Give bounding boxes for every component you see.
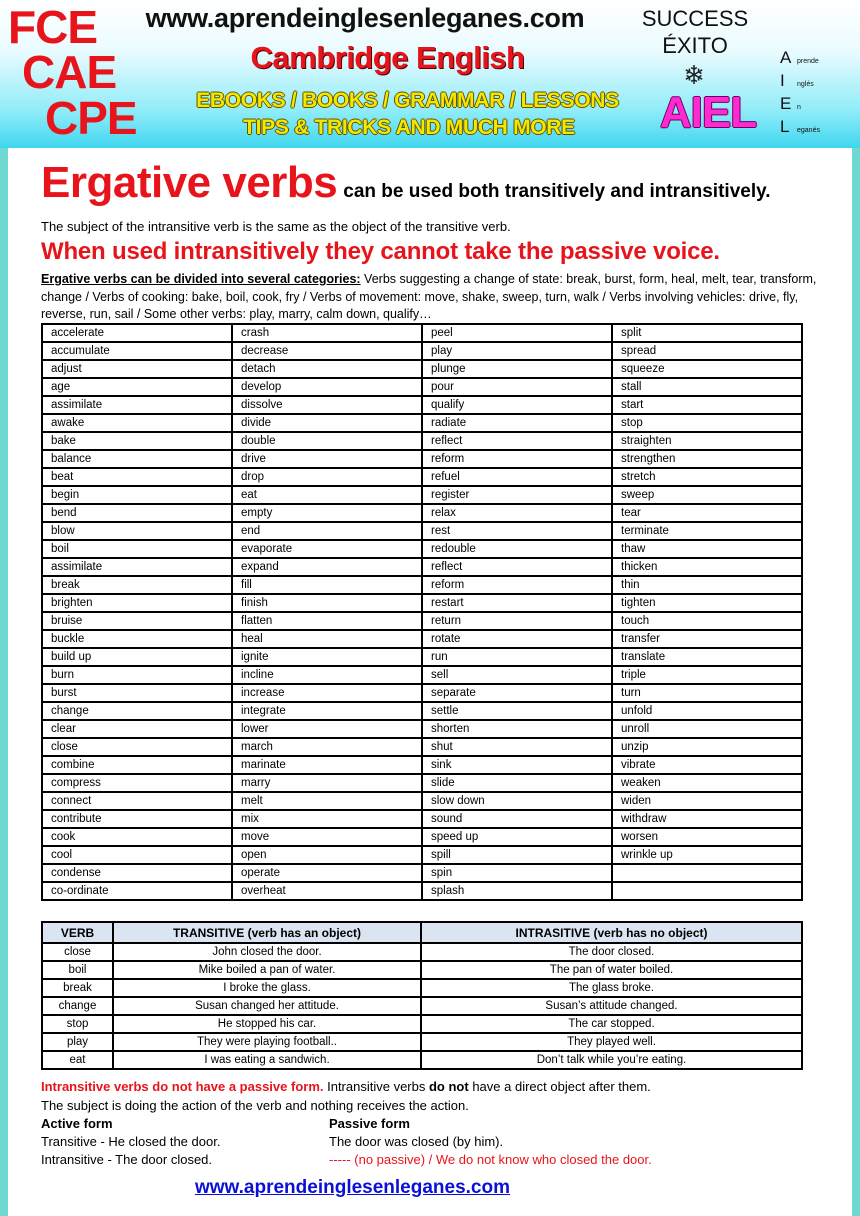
example-intransitive-cell: They played well. [421, 1033, 802, 1051]
verb-cell: stop [612, 414, 802, 432]
verb-cell: splash [422, 882, 612, 900]
header-banner [0, 0, 860, 148]
example-verb-cell: break [42, 979, 113, 997]
example-row [42, 961, 802, 979]
verb-grid-row [42, 378, 802, 396]
exam-label-cpe: CPE [45, 92, 137, 144]
example-row [42, 1051, 802, 1069]
verb-cell: finish [232, 594, 422, 612]
verb-grid-row [42, 360, 802, 378]
verb-cell: assimilate [42, 558, 232, 576]
verb-cell: buckle [42, 630, 232, 648]
acronym-row-a [780, 48, 860, 68]
verb-cell: burn [42, 666, 232, 684]
verb-cell: stretch [612, 468, 802, 486]
verb-cell: begin [42, 486, 232, 504]
verb-grid-row [42, 756, 802, 774]
verb-grid-row [42, 630, 802, 648]
example-transitive-cell: John closed the door. [113, 943, 421, 961]
header-verb: VERB [42, 922, 113, 943]
verb-cell: transfer [612, 630, 802, 648]
verb-cell: develop [232, 378, 422, 396]
verb-grid-row [42, 810, 802, 828]
example-intransitive-cell: Susan’s attitude changed. [421, 997, 802, 1015]
note-text-b: have a direct object after them. [468, 1079, 651, 1094]
verb-cell: awake [42, 414, 232, 432]
verb-cell: return [422, 612, 612, 630]
aiel-logo: AIEL [659, 88, 757, 137]
verb-cell: compress [42, 774, 232, 792]
acronym-letter: E [780, 94, 792, 113]
verb-grid-body [42, 324, 802, 900]
passive-form-heading: Passive form [329, 1116, 410, 1131]
examples-header-row [42, 922, 802, 943]
example-intransitive-cell: The car stopped. [421, 1015, 802, 1033]
verb-cell: empty [232, 504, 422, 522]
page-title [41, 158, 771, 208]
verb-cell: fill [232, 576, 422, 594]
example-transitive-cell: Mike boiled a pan of water. [113, 961, 421, 979]
verb-grid-row [42, 594, 802, 612]
verb-cell: blow [42, 522, 232, 540]
acronym-letter: I [780, 71, 785, 90]
verb-cell: change [42, 702, 232, 720]
verb-cell: melt [232, 792, 422, 810]
acronym-word: n [797, 104, 801, 111]
verb-cell: peel [422, 324, 612, 342]
success-label: SUCCESS [641, 6, 749, 31]
verb-cell: reform [422, 576, 612, 594]
verb-cell: crash [232, 324, 422, 342]
verb-cell: marinate [232, 756, 422, 774]
tagline-products: EBOOKS / BOOKS / GRAMMAR / LESSONS [196, 89, 619, 112]
verb-grid-row [42, 450, 802, 468]
verb-cell: sink [422, 756, 612, 774]
example-verb-cell: change [42, 997, 113, 1015]
verb-cell: eat [232, 486, 422, 504]
verb-cell: turn [612, 684, 802, 702]
verb-cell: slide [422, 774, 612, 792]
verb-cell: incline [232, 666, 422, 684]
example-row [42, 1033, 802, 1051]
verb-cell: flatten [232, 612, 422, 630]
verb-grid-row [42, 864, 802, 882]
verb-cell: heal [232, 630, 422, 648]
note-bold-text: do not [428, 1079, 469, 1094]
verb-cell: reflect [422, 558, 612, 576]
note-no-passive [41, 1079, 651, 1094]
example-verb-cell: close [42, 943, 113, 961]
verb-cell: build up [42, 648, 232, 666]
verb-cell: sound [422, 810, 612, 828]
acronym-word: nglés [797, 81, 814, 88]
note-text-a: Intransitive verbs [323, 1079, 429, 1094]
example-transitive-cell: I was eating a sandwich. [113, 1051, 421, 1069]
verb-cell: squeeze [612, 360, 802, 378]
verb-cell: end [232, 522, 422, 540]
verb-cell: start [612, 396, 802, 414]
footer-site-link[interactable]: www.aprendeinglesenleganes.com [195, 1177, 511, 1198]
verb-grid-row [42, 846, 802, 864]
exito-label: ÉXITO [662, 33, 728, 58]
acronym-letter: L [780, 117, 790, 136]
verb-grid-row [42, 486, 802, 504]
example-verb-cell: stop [42, 1015, 113, 1033]
verb-cell: play [422, 342, 612, 360]
verb-cell: double [232, 432, 422, 450]
verb-cell: weaken [612, 774, 802, 792]
snowflake-icon: ❄ [683, 60, 705, 90]
verb-grid-row [42, 468, 802, 486]
acronym-row-l [780, 117, 860, 137]
verb-cell: tighten [612, 594, 802, 612]
verb-cell: sweep [612, 486, 802, 504]
note-subject-action: The subject is doing the action of the verb and nothing receives the action. [41, 1098, 469, 1113]
verb-cell: speed up [422, 828, 612, 846]
verb-cell [612, 864, 802, 882]
verb-cell: rest [422, 522, 612, 540]
cambridge-english-title: Cambridge English [250, 40, 525, 75]
verb-cell: balance [42, 450, 232, 468]
passive-warning: When used intransitively they cannot take the passive voice. [41, 238, 720, 265]
verb-cell: bake [42, 432, 232, 450]
subject-note: The subject of the intransitive verb is the same as the object of the transitive verb. [41, 219, 511, 234]
verb-cell: condense [42, 864, 232, 882]
verb-cell: open [232, 846, 422, 864]
verb-cell: refuel [422, 468, 612, 486]
verb-cell: triple [612, 666, 802, 684]
verb-grid-row [42, 720, 802, 738]
verb-cell: separate [422, 684, 612, 702]
verb-cell: decrease [232, 342, 422, 360]
example-verb-cell: eat [42, 1051, 113, 1069]
verb-cell: touch [612, 612, 802, 630]
verb-cell: thicken [612, 558, 802, 576]
transitive-active-example: Transitive - He closed the door. [41, 1134, 221, 1149]
intransitive-active-example: Intransitive - The door closed. [41, 1152, 213, 1167]
verb-cell: register [422, 486, 612, 504]
verb-cell: bend [42, 504, 232, 522]
title-main: Ergative verbs [41, 158, 338, 207]
verb-cell: spill [422, 846, 612, 864]
verb-cell: mix [232, 810, 422, 828]
verb-cell: boil [42, 540, 232, 558]
verb-cell: age [42, 378, 232, 396]
verb-cell: evaporate [232, 540, 422, 558]
verb-cell: plunge [422, 360, 612, 378]
verb-grid-row [42, 828, 802, 846]
verb-cell: unfold [612, 702, 802, 720]
verb-cell: pour [422, 378, 612, 396]
verb-cell: sell [422, 666, 612, 684]
verb-grid-row [42, 342, 802, 360]
verb-cell: co-ordinate [42, 882, 232, 900]
verb-cell: accelerate [42, 324, 232, 342]
verb-grid-row [42, 396, 802, 414]
verb-cell: run [422, 648, 612, 666]
acronym-word: prende [797, 58, 819, 65]
verb-cell: break [42, 576, 232, 594]
categories-text: Verbs suggesting a change of state: break, burst, form, heal, melt, tear, transform, change / Verbs of cooking: bake, boil, cook, fry / Verbs of movement: move, shake, sweep, turn, walk / Verbs involving vehicles: drive, fly, reverse, run, sail / Some other verbs: play, marry, calm down, qualify… [41, 272, 817, 321]
verb-cell: reflect [422, 432, 612, 450]
example-transitive-cell: He stopped his car. [113, 1015, 421, 1033]
verb-grid-row [42, 882, 802, 900]
verb-cell: reform [422, 450, 612, 468]
verb-cell: integrate [232, 702, 422, 720]
exam-label-cae: CAE [22, 46, 117, 98]
verb-cell: thaw [612, 540, 802, 558]
example-row [42, 997, 802, 1015]
example-intransitive-cell: Don’t talk while you’re eating. [421, 1051, 802, 1069]
examples-body [42, 943, 802, 1069]
verb-cell: worsen [612, 828, 802, 846]
verb-cell: dissolve [232, 396, 422, 414]
verb-cell: overheat [232, 882, 422, 900]
note-red-text: Intransitive verbs do not have a passive form. [41, 1079, 324, 1094]
verb-cell: cool [42, 846, 232, 864]
verb-grid-row [42, 684, 802, 702]
verb-grid-row [42, 504, 802, 522]
page-frame-left [0, 148, 8, 1216]
verb-cell: terminate [612, 522, 802, 540]
verb-cell: combine [42, 756, 232, 774]
verb-cell: redouble [422, 540, 612, 558]
verb-cell: translate [612, 648, 802, 666]
verb-cell: accumulate [42, 342, 232, 360]
verb-cell: expand [232, 558, 422, 576]
example-intransitive-cell: The glass broke. [421, 979, 802, 997]
verb-grid-row [42, 738, 802, 756]
verb-cell: drive [232, 450, 422, 468]
verb-cell: thin [612, 576, 802, 594]
verb-grid-row [42, 774, 802, 792]
verb-grid-row [42, 324, 802, 342]
verb-cell: qualify [422, 396, 612, 414]
verb-cell: lower [232, 720, 422, 738]
verb-cell: clear [42, 720, 232, 738]
verb-cell: straighten [612, 432, 802, 450]
acronym-word: eganés [797, 127, 820, 134]
example-row [42, 979, 802, 997]
verb-cell: bruise [42, 612, 232, 630]
verb-cell: beat [42, 468, 232, 486]
example-intransitive-cell: The pan of water boiled. [421, 961, 802, 979]
verb-cell: detach [232, 360, 422, 378]
verb-grid-row [42, 432, 802, 450]
verb-cell: restart [422, 594, 612, 612]
verb-cell: shorten [422, 720, 612, 738]
verb-cell: operate [232, 864, 422, 882]
intransitive-passive-example: ----- (no passive) / We do not know who closed the door. [329, 1152, 652, 1167]
categories-lead: Ergative verbs can be divided into several categories: [41, 272, 361, 286]
verb-cell: move [232, 828, 422, 846]
verb-cell: settle [422, 702, 612, 720]
verb-cell: connect [42, 792, 232, 810]
transitive-passive-example: The door was closed (by him). [329, 1134, 504, 1149]
verb-grid-row [42, 666, 802, 684]
page-frame-right [852, 148, 860, 1216]
verb-cell: close [42, 738, 232, 756]
title-subtitle: can be used both transitively and intransitively. [343, 181, 771, 202]
example-intransitive-cell: The door closed. [421, 943, 802, 961]
example-transitive-cell: Susan changed her attitude. [113, 997, 421, 1015]
exam-label-fce: FCE [8, 1, 97, 53]
active-form-heading: Active form [41, 1116, 113, 1131]
verb-cell: marry [232, 774, 422, 792]
header-transitive: TRANSITIVE (verb has an object) [113, 922, 421, 943]
verb-grid-row [42, 522, 802, 540]
verb-grid-table [41, 323, 803, 901]
verb-cell: march [232, 738, 422, 756]
verb-cell: widen [612, 792, 802, 810]
examples-table [41, 921, 803, 1070]
example-row [42, 943, 802, 961]
verb-cell: brighten [42, 594, 232, 612]
verb-cell: strengthen [612, 450, 802, 468]
header-site-url: www.aprendeinglesenleganes.com [145, 3, 585, 33]
verb-cell: increase [232, 684, 422, 702]
verb-cell: spin [422, 864, 612, 882]
verb-cell: burst [42, 684, 232, 702]
verb-cell: adjust [42, 360, 232, 378]
example-verb-cell: boil [42, 961, 113, 979]
header-intransitive: INTRASITIVE (verb has no object) [421, 922, 802, 943]
verb-cell: split [612, 324, 802, 342]
verb-grid-row [42, 414, 802, 432]
verb-grid-row [42, 648, 802, 666]
verb-cell [612, 882, 802, 900]
acronym-letter: A [780, 48, 792, 67]
verb-cell: spread [612, 342, 802, 360]
verb-cell: wrinkle up [612, 846, 802, 864]
example-transitive-cell: They were playing football.. [113, 1033, 421, 1051]
verb-cell: tear [612, 504, 802, 522]
verb-cell: slow down [422, 792, 612, 810]
categories-paragraph [41, 271, 821, 324]
verb-cell: divide [232, 414, 422, 432]
verb-cell: drop [232, 468, 422, 486]
verb-cell: ignite [232, 648, 422, 666]
example-transitive-cell: I broke the glass. [113, 979, 421, 997]
verb-grid-row [42, 558, 802, 576]
example-verb-cell: play [42, 1033, 113, 1051]
verb-grid-row [42, 792, 802, 810]
verb-cell: contribute [42, 810, 232, 828]
verb-cell: unroll [612, 720, 802, 738]
verb-cell: withdraw [612, 810, 802, 828]
verb-cell: vibrate [612, 756, 802, 774]
verb-grid-row [42, 612, 802, 630]
verb-grid-row [42, 576, 802, 594]
verb-cell: radiate [422, 414, 612, 432]
verb-cell: shut [422, 738, 612, 756]
verb-cell: assimilate [42, 396, 232, 414]
verb-cell: unzip [612, 738, 802, 756]
verb-cell: cook [42, 828, 232, 846]
tagline-tips: TIPS & TRICKS AND MUCH MORE [243, 116, 575, 139]
verb-cell: rotate [422, 630, 612, 648]
verb-cell: relax [422, 504, 612, 522]
acronym-row-e [780, 94, 860, 114]
verb-grid-row [42, 540, 802, 558]
verb-grid-row [42, 702, 802, 720]
acronym-row-i [780, 71, 860, 91]
verb-cell: stall [612, 378, 802, 396]
example-row [42, 1015, 802, 1033]
